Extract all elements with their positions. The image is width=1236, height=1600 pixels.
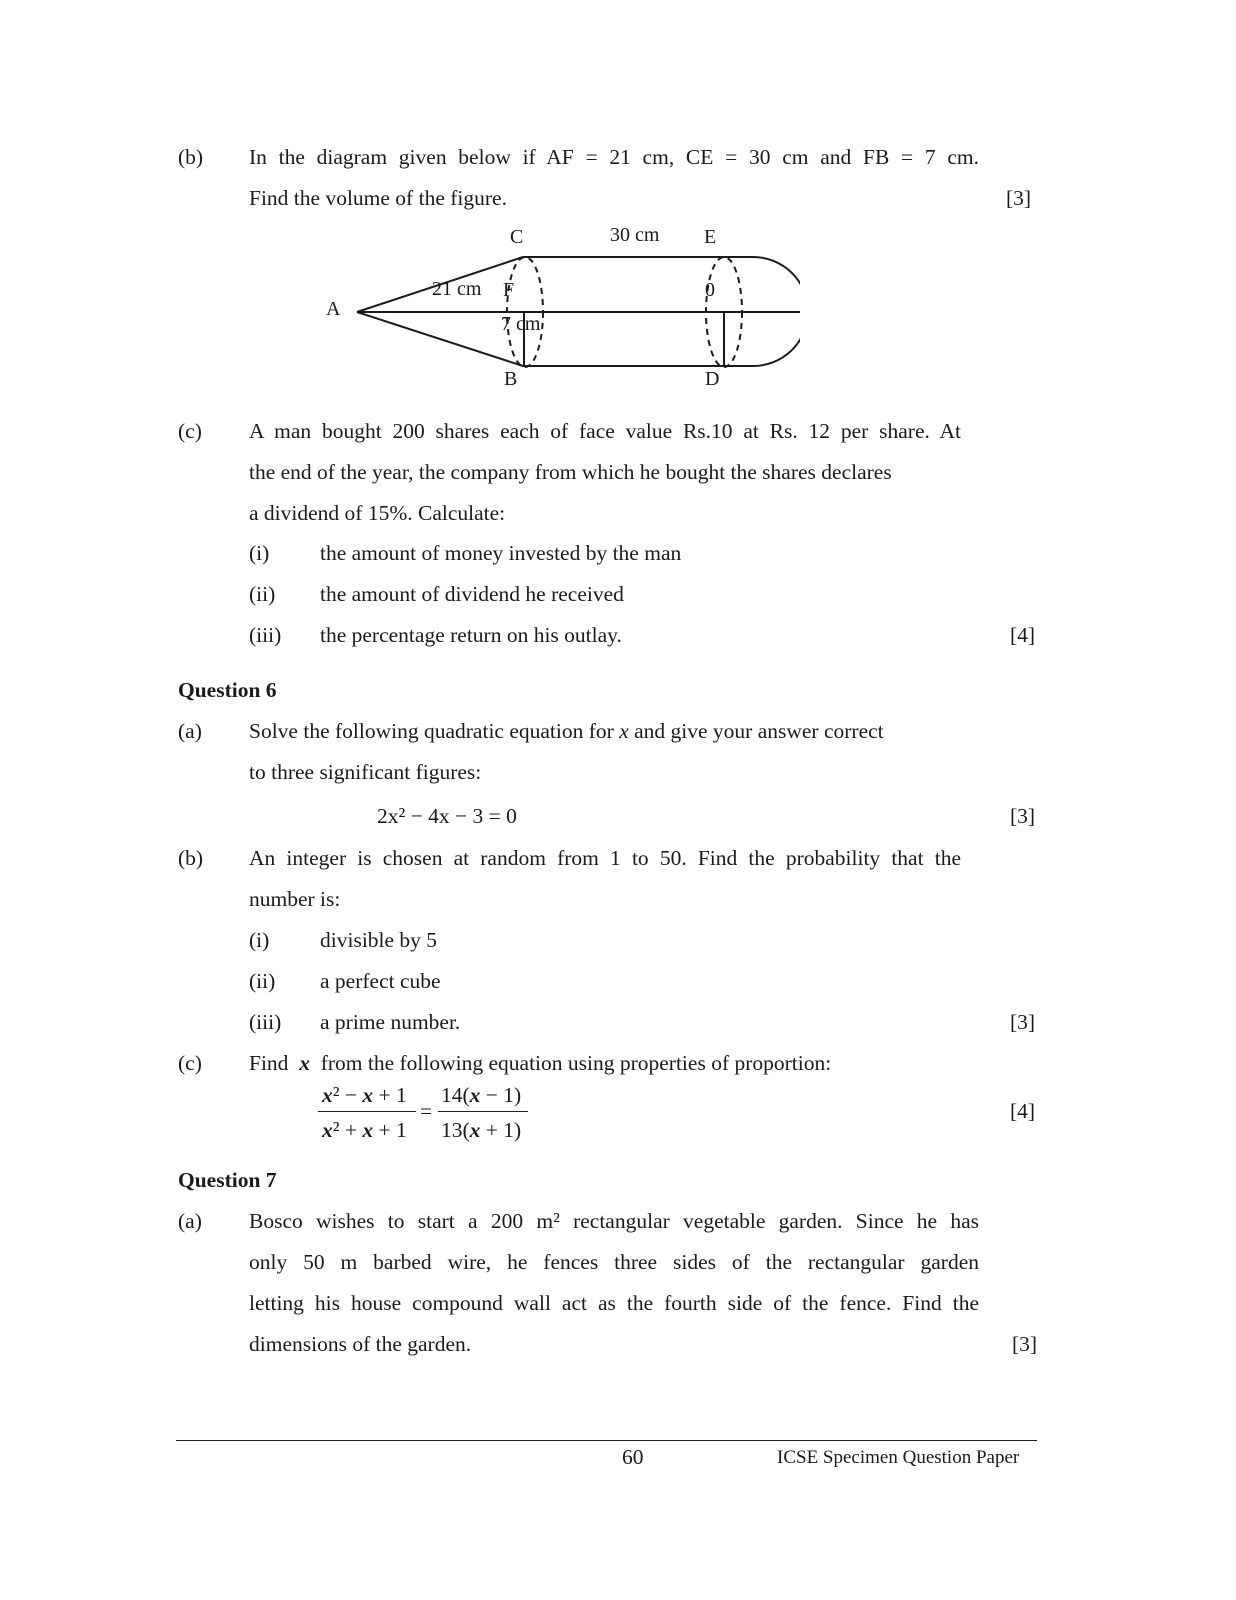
part-label: (c)	[178, 1051, 202, 1075]
item-text: a perfect cube	[320, 969, 441, 993]
marks: [3]	[1010, 1010, 1036, 1034]
rhs-denominator: 13(x + 1)	[441, 1118, 522, 1142]
text: Solve the following quadratic equation for	[249, 719, 614, 743]
text: Find	[249, 1051, 289, 1075]
question-heading: Question 6	[178, 678, 277, 702]
item-number: (iii)	[249, 623, 282, 647]
question-text: An integer is chosen at random from 1 to 50. Find the probability that the	[249, 846, 961, 870]
item-number: (iii)	[249, 1010, 282, 1034]
variable: x	[299, 1051, 310, 1075]
label-fb: 7 cm	[501, 313, 541, 335]
label-e: E	[704, 226, 717, 248]
label-d: D	[705, 368, 720, 390]
question-text: In the diagram given below if AF = 21 cm, CE = 30 cm and FB = 7 cm.	[249, 145, 979, 169]
part-label: (c)	[178, 419, 202, 443]
equals-sign: =	[420, 1099, 433, 1123]
rhs-numerator: 14(x − 1)	[441, 1083, 522, 1107]
text: and give your answer correct	[634, 719, 884, 743]
equation: 2x² − 4x − 3 = 0	[377, 803, 517, 828]
item-number: (ii)	[249, 582, 276, 606]
item-text: the amount of dividend he received	[320, 582, 624, 606]
marks: [4]	[1010, 623, 1036, 647]
part-label: (a)	[178, 719, 202, 743]
question-text: Find the volume of the figure.	[249, 186, 507, 210]
proportion-equation	[318, 1082, 538, 1146]
footer-rule	[176, 1440, 1037, 1441]
variable: x	[619, 719, 629, 743]
question-text: letting his house compound wall act as the fourth side of the fence. Find the	[249, 1291, 979, 1315]
part-label: (a)	[178, 1209, 202, 1233]
question-text: dimensions of the garden.	[249, 1332, 472, 1356]
question-text: the end of the year, the company from which he bought the shares declares	[249, 460, 892, 484]
fraction-bar	[318, 1111, 416, 1112]
text: from the following equation using properties of proportion:	[320, 1051, 832, 1075]
footer-title: ICSE Specimen Question Paper	[777, 1447, 1020, 1468]
marks: [3]	[1006, 186, 1032, 210]
label-a: A	[326, 298, 341, 320]
fraction-bar	[438, 1111, 528, 1112]
item-text: a prime number.	[320, 1010, 461, 1034]
marks: [3]	[1012, 1332, 1038, 1356]
question-text: Bosco wishes to start a 200 m² rectangular vegetable garden. Since he has	[249, 1208, 979, 1233]
lhs-numerator: x² − x + 1	[322, 1082, 407, 1107]
page-number: 60	[622, 1445, 644, 1469]
item-number: (i)	[249, 541, 270, 565]
question-text: number is:	[249, 887, 341, 911]
item-text: the amount of money invested by the man	[320, 541, 682, 565]
question-text: A man bought 200 shares each of face value Rs.10 at Rs. 12 per share. At	[249, 419, 961, 443]
label-c: C	[510, 226, 524, 248]
part-label: (b)	[178, 846, 204, 870]
item-text: the percentage return on his outlay.	[320, 623, 622, 647]
item-number: (ii)	[249, 969, 276, 993]
item-number: (i)	[249, 928, 270, 952]
question-text: to three significant figures:	[249, 760, 482, 784]
lhs-denominator: x² + x + 1	[322, 1117, 407, 1142]
item-text: divisible by 5	[320, 928, 438, 952]
cone-cylinder-hemisphere-diagram	[320, 220, 800, 395]
question-text	[249, 1050, 831, 1076]
question-text: a dividend of 15%. Calculate:	[249, 501, 506, 525]
label-ce: 30 cm	[610, 224, 660, 246]
question-text	[249, 718, 884, 744]
part-label: (b)	[178, 145, 204, 169]
label-b: B	[504, 368, 518, 390]
label-f: F	[503, 279, 515, 301]
question-text: only 50 m barbed wire, he fences three sides of the rectangular garden	[249, 1250, 979, 1274]
marks: [3]	[1010, 804, 1036, 828]
label-o: 0	[705, 279, 715, 301]
marks: [4]	[1010, 1099, 1036, 1123]
label-af: 21 cm	[432, 278, 482, 300]
question-heading: Question 7	[178, 1168, 277, 1192]
